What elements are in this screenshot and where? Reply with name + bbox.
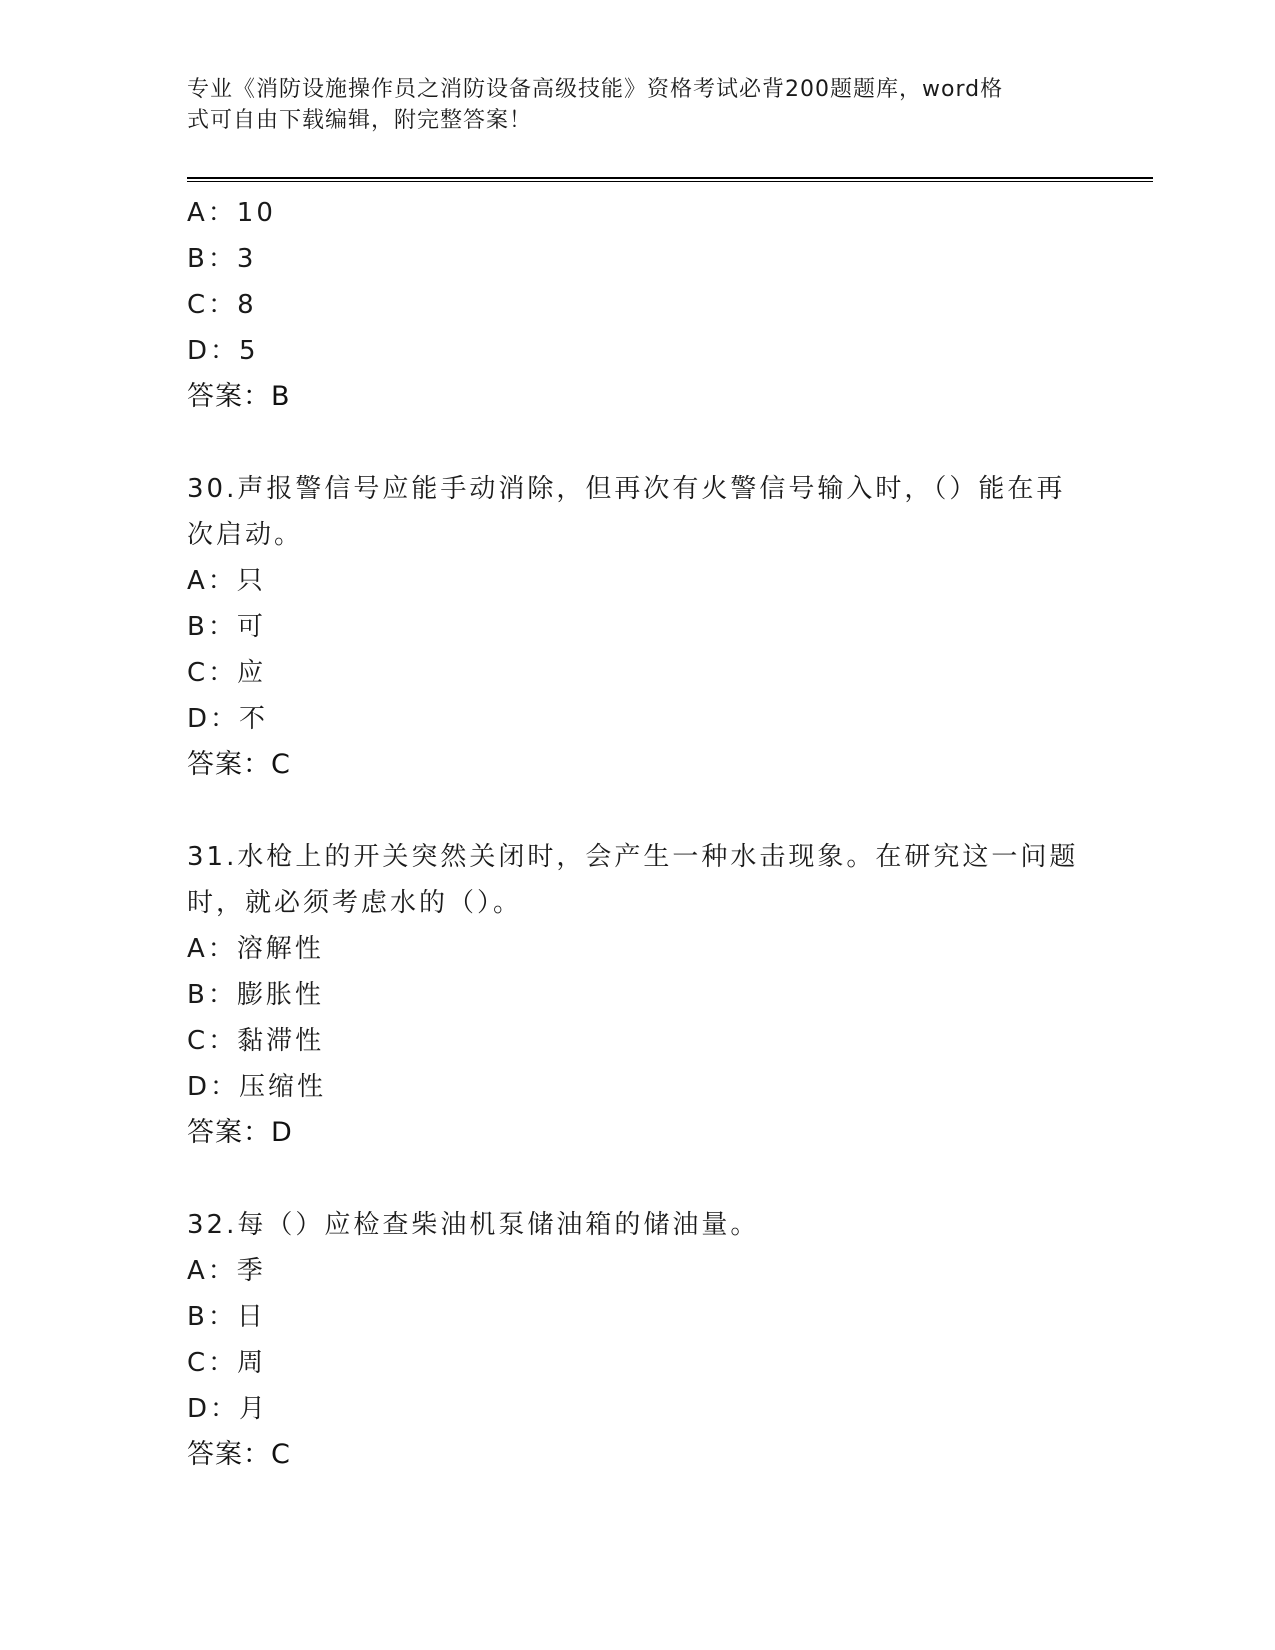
option-c: C：应 — [187, 658, 267, 688]
option-b: B：膨胀性 — [187, 980, 324, 1010]
spacer — [187, 788, 1087, 834]
question-30 — [187, 466, 1087, 788]
question-31 — [187, 834, 1087, 1156]
question-text-line-1: 30.声报警信号应能手动消除，但再次有火警信号输入时，（）能在再 — [187, 474, 1066, 504]
question-text-line-2: 次启动。 — [187, 520, 304, 550]
question-29 — [187, 190, 1087, 420]
header-line-2: 式可自由下载编辑，附完整答案！ — [187, 108, 533, 133]
option-c: C：黏滞性 — [187, 1026, 325, 1056]
option-c: C：周 — [187, 1348, 267, 1378]
option-b: B：日 — [187, 1302, 266, 1332]
question-text-line-1: 32.每（）应检查柴油机泵储油箱的储油量。 — [187, 1210, 760, 1240]
answer-line: 答案：C — [187, 749, 291, 780]
option-a: A：10 — [187, 198, 276, 228]
header-line-1: 专业《消防设施操作员之消防设备高级技能》资格考试必背200题题库，word格 — [187, 77, 1004, 102]
option-a: A：季 — [187, 1256, 266, 1286]
option-d: D：月 — [187, 1394, 269, 1424]
option-d: D：压缩性 — [187, 1072, 327, 1102]
answer-line: 答案：B — [187, 381, 291, 412]
header-rule-thin — [187, 181, 1153, 182]
question-32 — [187, 1202, 1087, 1478]
spacer — [187, 1156, 1087, 1202]
header-rule-thick — [187, 177, 1153, 179]
option-a: A：只 — [187, 566, 266, 596]
spacer — [187, 420, 1087, 466]
option-d: D：5 — [187, 336, 259, 366]
document-header — [187, 74, 1067, 136]
answer-line: 答案：D — [187, 1117, 293, 1148]
question-text-line-1: 31.水枪上的开关突然关闭时，会产生一种水击现象。在研究这一问题 — [187, 842, 1079, 872]
option-c: C：8 — [187, 290, 257, 320]
question-text-line-2: 时，就必须考虑水的（）。 — [187, 888, 523, 918]
answer-line: 答案：C — [187, 1439, 291, 1470]
question-list — [187, 190, 1087, 1478]
option-a: A：溶解性 — [187, 934, 324, 964]
option-b: B：3 — [187, 244, 257, 274]
option-d: D：不 — [187, 704, 269, 734]
option-b: B：可 — [187, 612, 266, 642]
